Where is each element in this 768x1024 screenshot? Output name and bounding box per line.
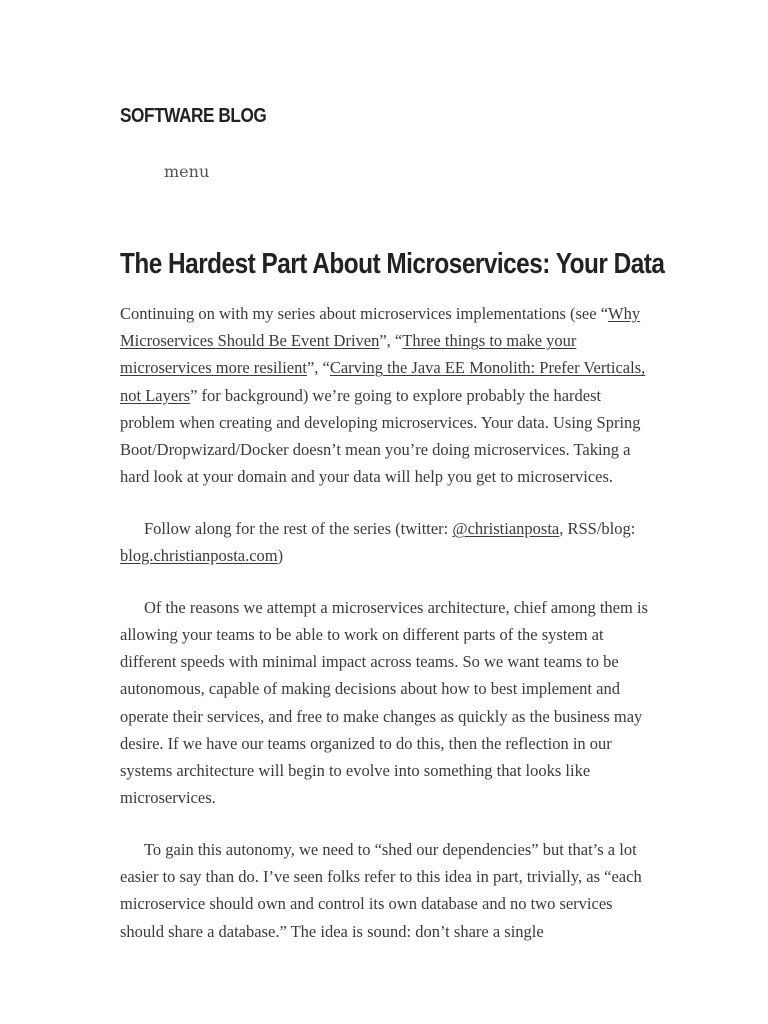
text: Follow along for the rest of the series (twitter: <box>144 518 453 538</box>
paragraph-reasons: Of the reasons we attempt a microservices architecture, chief among them is allowing your teams to be able to work on different parts of the system at different speeds with minimal impact across teams. So we want teams to be autonomous, capable of making decisions about how to best implement and operate their services, and free to make changes as quickly as the business may desire. If we have our teams organized to do this, then the reflection in our systems architecture will begin to evolve into something that looks like microservices. <box>120 597 648 808</box>
menu-button[interactable]: menu <box>164 162 210 181</box>
text: Continuing on with my series about microservices implementations (see “ <box>120 304 609 323</box>
text: ”, “ <box>379 331 403 351</box>
post-content <box>120 300 648 969</box>
paragraph-follow <box>120 515 648 569</box>
paragraph-intro <box>120 300 648 490</box>
link-resilient[interactable]: Three things to make your microservices more resilient <box>120 331 577 378</box>
text: ” for background) we’re going to explore probably the hardest problem when creating and developing microservices. Your data. Using Spring Boot/Dropwizard/Docker doesn’t mean you’re doing microservices. Taking a hard look at your domain and your data will help you get to microservices. <box>120 385 641 487</box>
link-monolith[interactable]: Carving the Java EE Monolith: Prefer Verticals, not Layers <box>120 358 646 405</box>
link-blog[interactable]: blog.christianposta.com <box>120 546 278 566</box>
link-event-driven[interactable]: Why Microservices Should Be Event Driven <box>120 304 641 351</box>
link-twitter[interactable]: @christianposta <box>452 518 560 538</box>
text: ”, “ <box>306 358 330 378</box>
text: , RSS/blog: <box>559 518 636 538</box>
text: ) <box>277 546 284 566</box>
paragraph-autonomy: To gain this autonomy, we need to “shed our dependencies” but that’s a lot easier to say than do. I’ve seen folks refer to this idea in part, trivially, as “each microservice should own and control its own database and no two services should share a database.” The idea is sound: don’t share a single <box>120 839 642 941</box>
site-title[interactable]: SOFTWARE BLOG <box>120 105 267 127</box>
post-title: The Hardest Part About Microservices: Your Data <box>120 248 665 280</box>
